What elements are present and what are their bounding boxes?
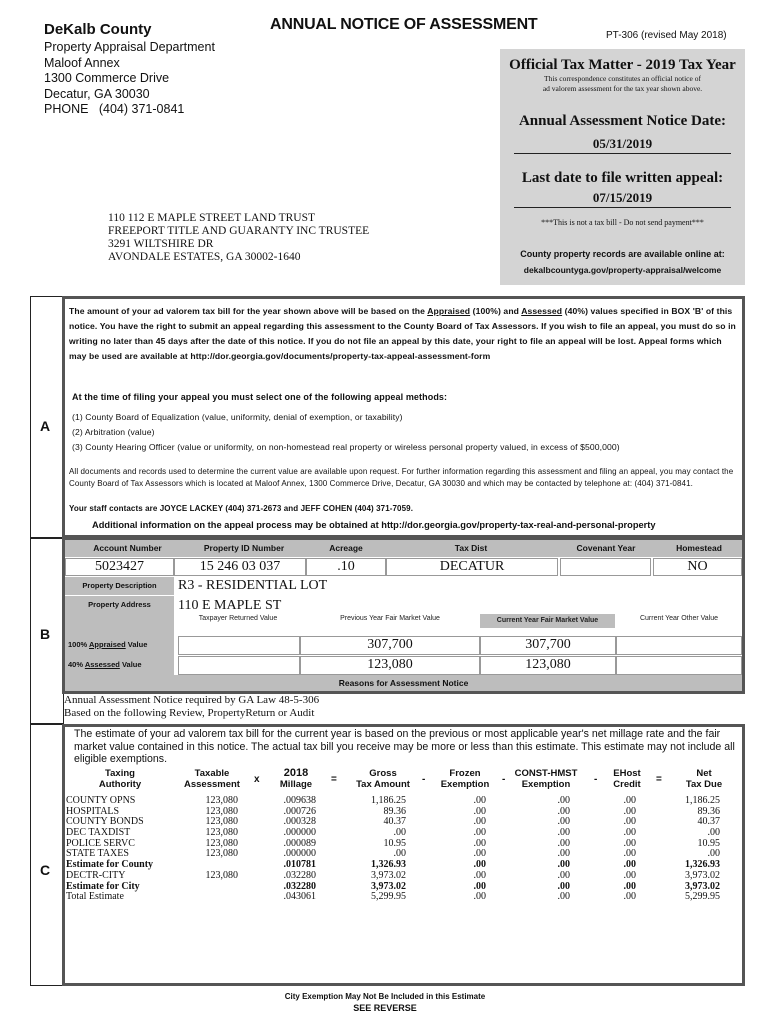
tax-row-credit: .00: [623, 827, 636, 839]
tax-row-assessment: [180, 882, 238, 893]
tax-row-gross: 5,299.95: [371, 891, 406, 903]
tax-row-credit: .00: [623, 816, 636, 828]
tax-row-frozen: .00: [473, 859, 486, 871]
tax-row-gross: 3,973.02: [371, 869, 406, 881]
tax-row-credit: .00: [623, 805, 636, 817]
header-line: Exemption: [440, 779, 490, 790]
tax-row-authority: DECTR-CITY: [66, 869, 126, 881]
dept-line: Maloof Annex: [44, 55, 120, 70]
frozen-exemption-column: [440, 796, 486, 903]
reason-line: Based on the following Review, PropertyReturn or Audit: [64, 707, 315, 719]
tax-row-gross: 1,186.25: [371, 795, 406, 806]
dept-line: 1300 Commerce Drive: [44, 71, 170, 85]
page-title: ANNUAL NOTICE OF ASSESSMENT: [270, 16, 538, 33]
taxpayer-appraised-cell: [178, 636, 300, 655]
minus-symbol: -: [502, 774, 506, 785]
section-c-letter: C: [40, 862, 51, 878]
assessed-value-label: [68, 660, 142, 669]
label-text: 100%: [68, 640, 89, 649]
header-line: Credit: [613, 779, 641, 790]
tax-row-gross: .00: [393, 827, 406, 839]
department-address: [44, 40, 215, 118]
city-exemption-note: City Exemption May Not Be Included in this Estimate: [284, 992, 486, 1001]
additional-info-link: Additional information on the appeal process may be obtained at http://dor.georgia.gov/property-tax-real-and-personal-property: [92, 520, 656, 530]
current-year-other-value-header: Current Year Other Value: [639, 615, 719, 622]
dept-line: Property Appraisal Department: [44, 40, 215, 54]
tax-row-millage: .000089: [283, 837, 316, 849]
dept-line: Decatur, GA 30030: [44, 86, 150, 101]
covenant-year-value: [560, 558, 651, 576]
notice-date-label: Annual Assessment Notice Date:: [518, 113, 727, 129]
tax-row-frozen: .00: [473, 837, 486, 849]
section-b-letter: B: [40, 626, 51, 642]
tax-row-net: 1,326.93: [685, 859, 720, 871]
tax-row-credit: .00: [623, 869, 636, 881]
see-reverse-note: SEE REVERSE: [353, 1003, 417, 1013]
tax-row-frozen: .00: [473, 848, 486, 860]
taxable-assessment-column: [180, 796, 238, 903]
tax-row-millage: .009638: [283, 795, 316, 806]
ehost-credit-column: [596, 796, 636, 903]
tax-row-frozen: .00: [473, 880, 486, 892]
tax-row-millage: .032280: [283, 880, 316, 892]
appeal-methods-list: [72, 410, 620, 455]
tax-row-frozen: .00: [473, 827, 486, 839]
appeal-rights-paragraph: [69, 304, 741, 364]
tax-row-authority: COUNTY BONDS: [66, 816, 144, 828]
tax-row-millage: .000726: [283, 805, 316, 817]
tax-row-gross: .00: [393, 848, 406, 860]
label-text: Assessed: [84, 660, 120, 669]
tax-row-const: .00: [557, 816, 570, 828]
tax-row-net: 3,973.02: [685, 869, 720, 881]
covenant-year-header: Covenant Year: [556, 540, 656, 557]
tax-row-millage: .010781: [283, 859, 316, 871]
tax-row-const: .00: [557, 880, 570, 892]
tax-row-gross: 3,973.02: [371, 880, 406, 892]
tax-row-frozen: .00: [473, 816, 486, 828]
tax-row-assessment: 123,080: [205, 795, 238, 806]
header-line: Assessment: [184, 779, 240, 790]
other-assessed-cell: [616, 656, 742, 675]
previous-year-fmv-header: Previous Year Fair Market Value: [340, 615, 440, 622]
appeal-methods-intro: At the time of filing your appeal you must select one of the following appeal methods:: [72, 392, 448, 402]
official-notice-subtitle: [500, 74, 745, 94]
header-line: Taxing: [105, 768, 135, 779]
minus-symbol: -: [422, 774, 426, 785]
tax-row-millage: .032280: [283, 869, 316, 881]
prev-assessed-value: 123,080: [300, 656, 480, 675]
dept-phone: PHONE (404) 371-0841: [44, 102, 185, 116]
minus-symbol: -: [594, 774, 598, 785]
tax-row-authority: POLICE SERVC: [66, 837, 135, 849]
prev-appraised-value: 307,700: [300, 636, 480, 655]
form-code: PT-306 (revised May 2018): [606, 30, 727, 41]
tax-dist-header: Tax Dist: [386, 540, 556, 557]
label-text: 40%: [68, 660, 85, 669]
tax-row-gross: 40.37: [383, 816, 406, 828]
tax-row-authority: COUNTY OPNS: [66, 795, 136, 806]
property-description-value: R3 - RESIDENTIAL LOT: [178, 578, 328, 593]
tax-row-authority: HOSPITALS: [66, 805, 120, 817]
tax-row-credit: .00: [623, 859, 636, 871]
property-id-value: 15 246 03 037: [174, 558, 306, 576]
tax-row-authority: STATE TAXES: [66, 848, 129, 860]
tax-row-credit: .00: [623, 880, 636, 892]
net-tax-due-header: [678, 768, 730, 790]
tax-row-assessment: 123,080: [205, 837, 238, 849]
taxing-authority-header: [86, 768, 154, 790]
appeal-method-item: (2) Arbitration (value): [72, 427, 155, 437]
tax-row-assessment: 123,080: [205, 827, 238, 839]
header-line: Taxable: [194, 768, 230, 779]
header-line: Tax Amount: [356, 779, 410, 790]
property-id-header: Property ID Number: [174, 540, 314, 557]
millage-column: [264, 796, 316, 903]
mailing-line: AVONDALE ESTATES, GA 30002-1640: [108, 251, 301, 263]
assessment-reasons: [64, 694, 319, 720]
online-records-url[interactable]: dekalbcountyga.gov/property-appraisal/welcome: [523, 265, 722, 275]
header-line: Net: [696, 768, 712, 779]
taxpayer-returned-value-header: Taxpayer Returned Value: [198, 615, 278, 622]
header-line: Millage: [279, 779, 313, 790]
tax-row-authority: Estimate for County: [66, 859, 154, 871]
not-a-bill-notice: ***This is not a tax bill - Do not send payment***: [541, 218, 704, 227]
documents-paragraph: All documents and records used to determine the current value are available upon request. For further information regarding this assessment and filing an appeal, you may contact the County Board of Tax Assessors which is located at Maloof Annex, 1300 Commerce Drive, Decatur, GA 30030 and which may be contacted by telephone at: (404) 371-0841.: [69, 467, 734, 488]
tax-row-const: .00: [557, 795, 570, 806]
other-appraised-cell: [616, 636, 742, 655]
tax-row-net: .00: [707, 827, 720, 839]
account-number-value: 5023427: [65, 558, 174, 576]
const-hmst-header: [510, 768, 582, 790]
tax-row-gross: 1,326.93: [371, 859, 406, 871]
tax-row-authority: Total Estimate: [66, 891, 124, 903]
appeal-method-item: (3) County Hearing Officer (value or uniformity, on non-homestead real property or wireless personal property valued, in excess of $500,000): [72, 442, 620, 452]
gross-tax-column: [350, 796, 406, 903]
acreage-header: Acreage: [306, 540, 386, 557]
account-number-header: Account Number: [65, 540, 190, 557]
gross-tax-header: [348, 768, 418, 790]
tax-row-millage: .000000: [283, 827, 316, 839]
tax-row-credit: .00: [623, 891, 636, 903]
times-symbol: x: [254, 774, 260, 785]
tax-row-const: .00: [557, 848, 570, 860]
tax-row-assessment: 123,080: [205, 805, 238, 817]
label-text: Value: [119, 660, 142, 669]
subtitle-line: This correspondence constitutes an official notice of: [544, 74, 701, 83]
mailing-address: [108, 212, 369, 264]
para-text: (100%) and: [470, 306, 522, 316]
tax-row-assessment: 123,080: [205, 848, 238, 860]
subtitle-line: ad valorem assessment for the tax year shown above.: [542, 84, 703, 93]
property-address-value: 110 E MAPLE ST: [178, 598, 282, 613]
header-line: Tax Due: [685, 779, 723, 790]
section-a-label-box: [30, 296, 64, 538]
taxing-authority-column: [66, 796, 176, 903]
tax-row-frozen: .00: [473, 795, 486, 806]
estimate-intro: The estimate of your ad valorem tax bill for the current year is based on the previous or most applicable year's net millage rate and the fair market value contained in this notice. The actual tax bill you receive may be more or less than this estimate. This estimate may not include all eligible exemptions.: [74, 728, 735, 765]
tax-row-gross: 89.36: [383, 805, 406, 817]
property-address-label: Property Address: [65, 596, 174, 614]
online-records-label: County property records are available online at:: [520, 249, 725, 259]
net-tax-due-column: [674, 796, 720, 903]
tax-row-frozen: .00: [473, 869, 486, 881]
millage-header: [270, 768, 322, 790]
tax-row-net: 89.36: [697, 805, 720, 817]
tax-row-millage: .000328: [283, 816, 316, 828]
taxable-assessment-header: [180, 768, 244, 790]
current-year-fmv-header: Current Year Fair Market Value: [480, 614, 615, 628]
tax-row-net: 1,186.25: [685, 795, 720, 806]
tax-row-const: .00: [557, 869, 570, 881]
equals-symbol: =: [656, 774, 662, 785]
header-line: Authority: [98, 779, 142, 790]
tax-row-gross: 10.95: [383, 837, 406, 849]
tax-row-millage: .043061: [283, 891, 316, 903]
label-text: Value: [125, 640, 148, 649]
para-text: The amount of your ad valorem tax bill for the year shown above will be based on the: [69, 306, 428, 316]
assessed-term: Assessed: [521, 306, 563, 316]
tax-row-const: .00: [557, 827, 570, 839]
mailing-line: 3291 WILTSHIRE DR: [108, 238, 214, 250]
tax-row-net: .00: [707, 848, 720, 860]
tax-row-const: .00: [557, 891, 570, 903]
notice-date-value: 05/31/2019: [514, 136, 731, 154]
mailing-line: 110 112 E MAPLE STREET LAND TRUST: [108, 212, 316, 224]
tax-row-frozen: .00: [473, 805, 486, 817]
staff-contacts: Your staff contacts are JOYCE LACKEY (404) 371-2673 and JEFF COHEN (404) 371-7059.: [69, 504, 414, 513]
appeal-method-item: (1) County Board of Equalization (value, uniformity, denial of exemption, or taxability): [72, 412, 403, 422]
homestead-value: NO: [653, 558, 742, 576]
header-line: 2018: [283, 767, 309, 779]
frozen-exemption-header: [434, 768, 496, 790]
header-line: CONST-HMST: [514, 768, 578, 779]
tax-row-const: .00: [557, 805, 570, 817]
tax-row-credit: .00: [623, 837, 636, 849]
tax-dist-value: DECATUR: [386, 558, 558, 576]
tax-row-net: 10.95: [697, 837, 720, 849]
tax-row-authority: DEC TAXDIST: [66, 827, 131, 839]
header-line: Gross: [369, 768, 397, 779]
equals-symbol: =: [331, 774, 337, 785]
ehost-credit-header: [604, 768, 650, 790]
tax-row-assessment: [180, 892, 238, 903]
para-text: (40%) values specified in BOX 'B' of this notice. You have the right to submit an appeal regarding this assessment to the County Board of Tax Assessors. If you wish to file an appeal, you must do so in writing no later than 45 days after the date of this notice. If you do not file an appeal by this date, your right to file an appeal will be lost. Appeal forms which may be used are available at http://dor.georgia.gov/documents/property-tax-appeal-assessment-form: [69, 306, 736, 361]
reasons-header: Reasons for Assessment Notice: [65, 675, 742, 691]
tax-row-credit: .00: [623, 848, 636, 860]
appraised-term: Appraised: [427, 306, 471, 316]
header-line: Exemption: [521, 779, 571, 790]
curr-appraised-value: 307,700: [480, 636, 616, 655]
mailing-line: FREEPORT TITLE AND GUARANTY INC TRUSTEE: [108, 225, 370, 237]
tax-row-assessment: 123,080: [205, 816, 238, 828]
taxpayer-assessed-cell: [178, 656, 300, 675]
acreage-value: .10: [306, 558, 386, 576]
homestead-header: Homestead: [656, 540, 742, 557]
section-c-label-box: [30, 724, 64, 986]
official-tax-matter-title: Official Tax Matter - 2019 Tax Year: [509, 57, 736, 73]
tax-row-frozen: .00: [473, 891, 486, 903]
header-line: Frozen: [449, 768, 481, 779]
tax-row-credit: .00: [623, 795, 636, 806]
county-name: DeKalb County: [44, 21, 152, 38]
property-description-label: Property Description: [65, 577, 174, 595]
tax-row-net: 5,299.95: [685, 891, 720, 903]
section-a-letter: A: [40, 418, 51, 434]
tax-row-authority: Estimate for City: [66, 880, 140, 892]
tax-row-net: 3,973.02: [685, 880, 720, 892]
appraised-value-label: [68, 640, 147, 649]
curr-assessed-value: 123,080: [480, 656, 616, 675]
appeal-date-label: Last date to file written appeal:: [521, 170, 724, 186]
appeal-date-value: 07/15/2019: [514, 190, 731, 208]
reason-line: Annual Assessment Notice required by GA Law 48-5-306: [64, 694, 320, 706]
const-hmst-column: [524, 796, 570, 903]
tax-row-assessment: 123,080: [205, 869, 238, 881]
tax-row-millage: .000000: [283, 848, 316, 860]
label-text: Appraised: [89, 640, 126, 649]
tax-row-const: .00: [557, 837, 570, 849]
tax-row-const: .00: [557, 859, 570, 871]
header-line: EHost: [613, 768, 641, 779]
tax-row-net: 40.37: [697, 816, 720, 828]
